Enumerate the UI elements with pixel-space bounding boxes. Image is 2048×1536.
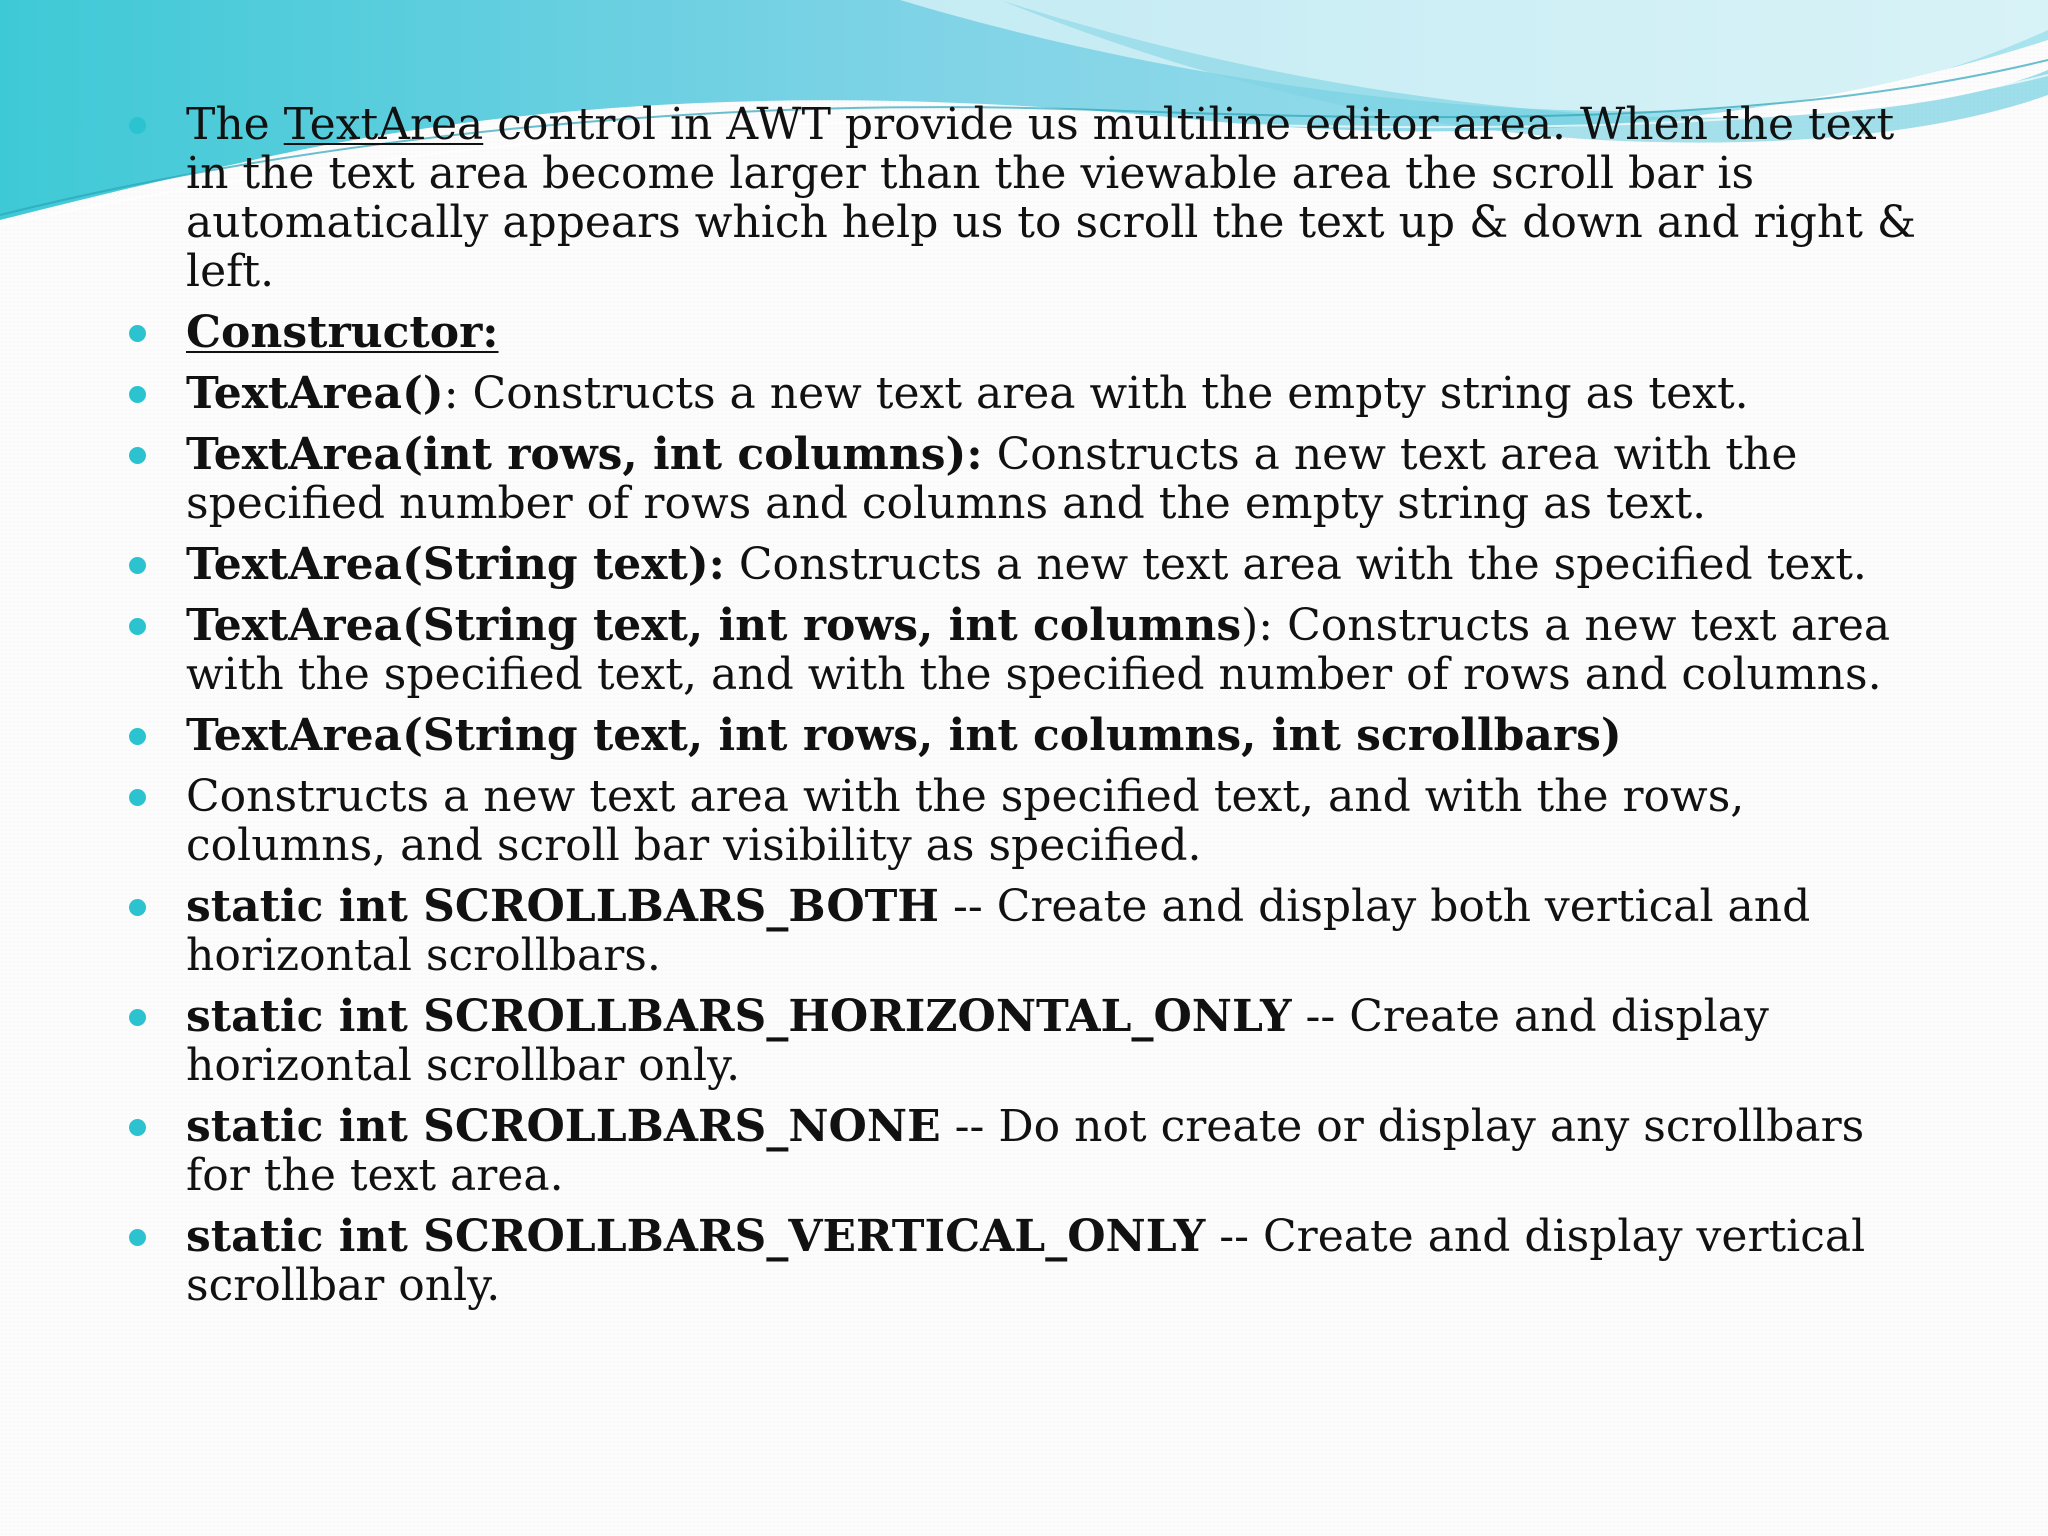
list-item: TextArea(String text): Constructs a new text area with the specified text. [124, 540, 1924, 589]
bullet-icon [129, 557, 146, 574]
list-item: static int SCROLLBARS_VERTICAL_ONLY -- Create and display vertical scrollbar only. [124, 1212, 1924, 1310]
list-item: TextArea(int rows, int columns): Constructs a new text area with the specified number of rows and columns and the empty string as text. [124, 430, 1924, 528]
list-item: static int SCROLLBARS_HORIZONTAL_ONLY -- Create and display horizontal scrollbar only. [124, 992, 1924, 1090]
list-item: static int SCROLLBARS_BOTH -- Create and display both vertical and horizontal scrollbars. [124, 882, 1924, 980]
list-item: TextArea(String text, int rows, int columns, int scrollbars) [124, 711, 1924, 760]
bullet-icon [129, 899, 146, 916]
bullet-list [124, 100, 1924, 1310]
bullet-icon [129, 325, 146, 342]
list-item-constructor-heading [124, 308, 1924, 357]
list-item: Constructs a new text area with the specified text, and with the rows, columns, and scroll bar visibility as specified. [124, 772, 1924, 870]
textarea-link[interactable]: TextArea [283, 99, 484, 150]
list-item: TextArea(): Constructs a new text area with the empty string as text. [124, 369, 1924, 418]
bullet-icon [129, 789, 146, 806]
bullet-icon [129, 386, 146, 403]
bullet-icon [129, 447, 146, 464]
slide-content [124, 100, 1924, 1322]
constructor-heading: Constructor: [186, 307, 499, 358]
bullet-icon [129, 1119, 146, 1136]
list-item-intro: The TextArea control in AWT provide us multiline editor area. When the text in the text area become larger than the viewable area the scroll bar is automatically appears which help us to scroll the text up & down and right & left. [124, 100, 1924, 296]
bullet-icon [129, 1009, 146, 1026]
list-item: TextArea(String text, int rows, int columns): Constructs a new text area with the specified text, and with the specified number of rows and columns. [124, 601, 1924, 699]
bullet-icon [129, 618, 146, 635]
bullet-icon [129, 117, 146, 134]
bullet-icon [129, 1229, 146, 1246]
list-item: static int SCROLLBARS_NONE -- Do not create or display any scrollbars for the text area. [124, 1102, 1924, 1200]
bullet-icon [129, 728, 146, 745]
